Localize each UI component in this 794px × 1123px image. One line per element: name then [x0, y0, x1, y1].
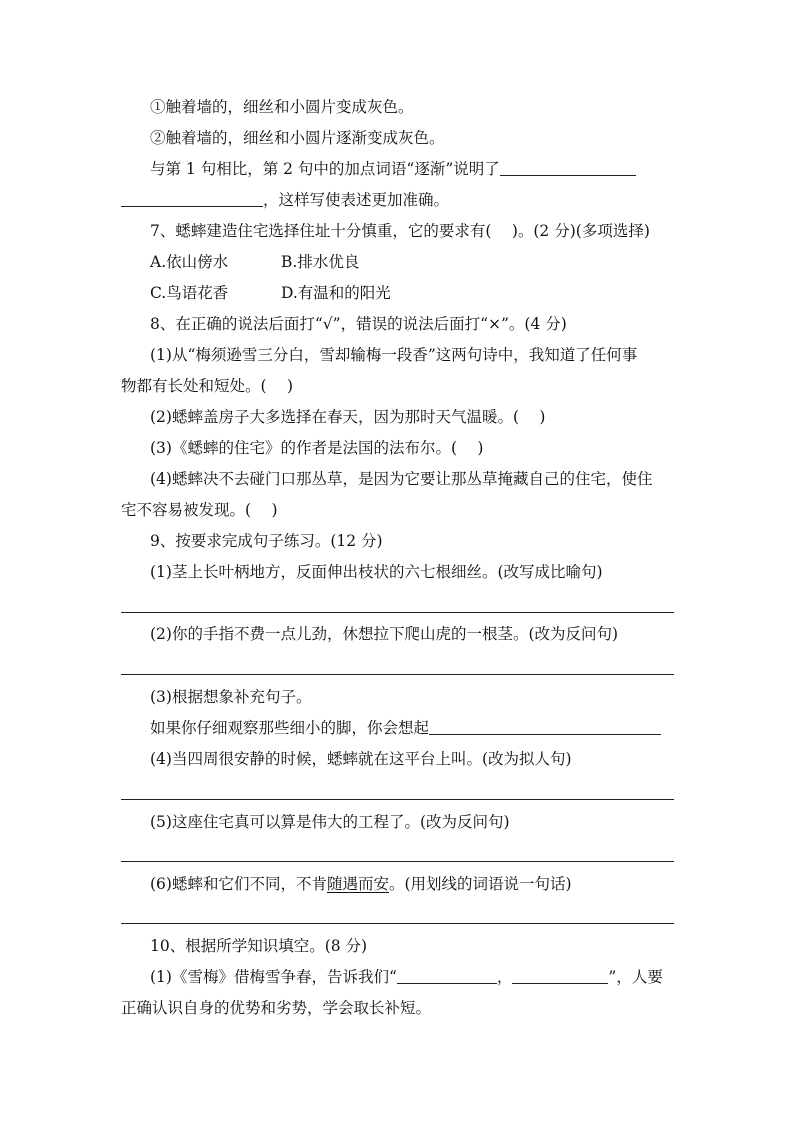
q9-answer-line-4[interactable]: [121, 799, 674, 800]
q9-answer-line-2[interactable]: [121, 674, 674, 675]
q6-sentence-2: ②触着墙的，细丝和小圆片逐渐变成灰色。: [150, 129, 445, 147]
q6-continuation: [121, 189, 449, 211]
q9-answer-line-5[interactable]: [121, 861, 674, 862]
q8-item-1b: 物都有长处和短处。( ): [121, 377, 294, 395]
q6-prompt: [150, 158, 636, 180]
q10-answer-blank-1[interactable]: [397, 967, 497, 984]
q9-item-6: [150, 873, 572, 895]
q10-answer-blank-2[interactable]: [512, 967, 608, 984]
q10-item-1: [150, 966, 663, 988]
q8-item-2: (2)蟋蟀盖房子大多选择在春天，因为那时天气温暖。( ): [150, 408, 546, 426]
q9-item-6-text-b: 。(用划线的词语说一句话): [388, 875, 572, 893]
q8-stem: 8、在正确的说法后面打“√”，错误的说法后面打“×”。(4 分): [150, 315, 567, 333]
q10-stem: 10、根据所学知识填空。(8 分): [150, 937, 368, 955]
q9-item-3: (3)根据想象补充句子。: [150, 688, 312, 706]
q10-item-1-sep: ，: [496, 968, 513, 986]
q9-item-6-text-a: (6)蟋蟀和它们不同，不肯: [150, 875, 327, 893]
q9-item-3-prompt: [150, 717, 661, 739]
q9-item-1: (1)茎上长叶柄地方，反面伸出枝状的六七根细丝。(改写成比喻句): [150, 563, 603, 581]
q7-option-d: D.有温和的阳光: [281, 284, 391, 302]
q9-item-6-underlined-phrase: 随遇而安: [326, 875, 389, 893]
q10-item-1-text-b: ”，人要: [608, 968, 663, 986]
q9-item-2: (2)你的手指不费一点儿劲，休想拉下爬山虎的一根茎。(改为反问句): [150, 625, 619, 643]
q9-stem: 9、按要求完成句子练习。(12 分): [150, 532, 383, 550]
q8-item-1a: (1)从“梅须逊雪三分白，雪却输梅一段香”这两句诗中，我知道了任何事: [150, 346, 638, 364]
q6-answer-blank-1[interactable]: [500, 159, 636, 176]
q10-item-1-text-a: (1)《雪梅》借梅雪争春，告诉我们“: [150, 968, 397, 986]
q6-prompt-text: 与第 1 句相比，第 2 句中的加点词语“逐渐”说明了: [150, 160, 500, 178]
q9-answer-line-1[interactable]: [121, 612, 674, 613]
q10-item-1-continuation: 正确认识自身的优势和劣势，学会取长补短。: [121, 999, 432, 1017]
q9-answer-line-6[interactable]: [121, 923, 674, 924]
q7-option-a: A.依山傍水: [150, 253, 229, 271]
q8-item-4b: 宅不容易被发现。( ): [121, 501, 278, 519]
q8-item-4a: (4)蟋蟀决不去碰门口那丛草，是因为它要让那丛草掩藏自己的住宅，使住: [150, 470, 653, 488]
q9-item-4: (4)当四周很安静的时候，蟋蟀就在这平台上叫。(改为拟人句): [150, 750, 572, 768]
q9-answer-blank-3[interactable]: [429, 718, 661, 735]
q6-suffix: ，这样写使表述更加准确。: [263, 191, 450, 209]
q6-sentence-1: ①触着墙的，细丝和小圆片变成灰色。: [150, 98, 414, 116]
q7-option-b: B.排水优良: [281, 253, 360, 271]
q7-stem: 7、蟋蟀建造住宅选择住址十分慎重，它的要求有( )。(2 分)(多项选择): [150, 222, 650, 240]
q8-item-3: (3)《蟋蟀的住宅》的作者是法国的法布尔。( ): [150, 439, 484, 457]
q6-answer-blank-2[interactable]: [121, 190, 263, 207]
q7-option-c: C.鸟语花香: [150, 284, 229, 302]
q9-item-5: (5)这座住宅真可以算是伟大的工程了。(改为反问句): [150, 813, 510, 831]
q9-item-3-text: 如果你仔细观察那些细小的脚，你会想起: [150, 719, 430, 737]
